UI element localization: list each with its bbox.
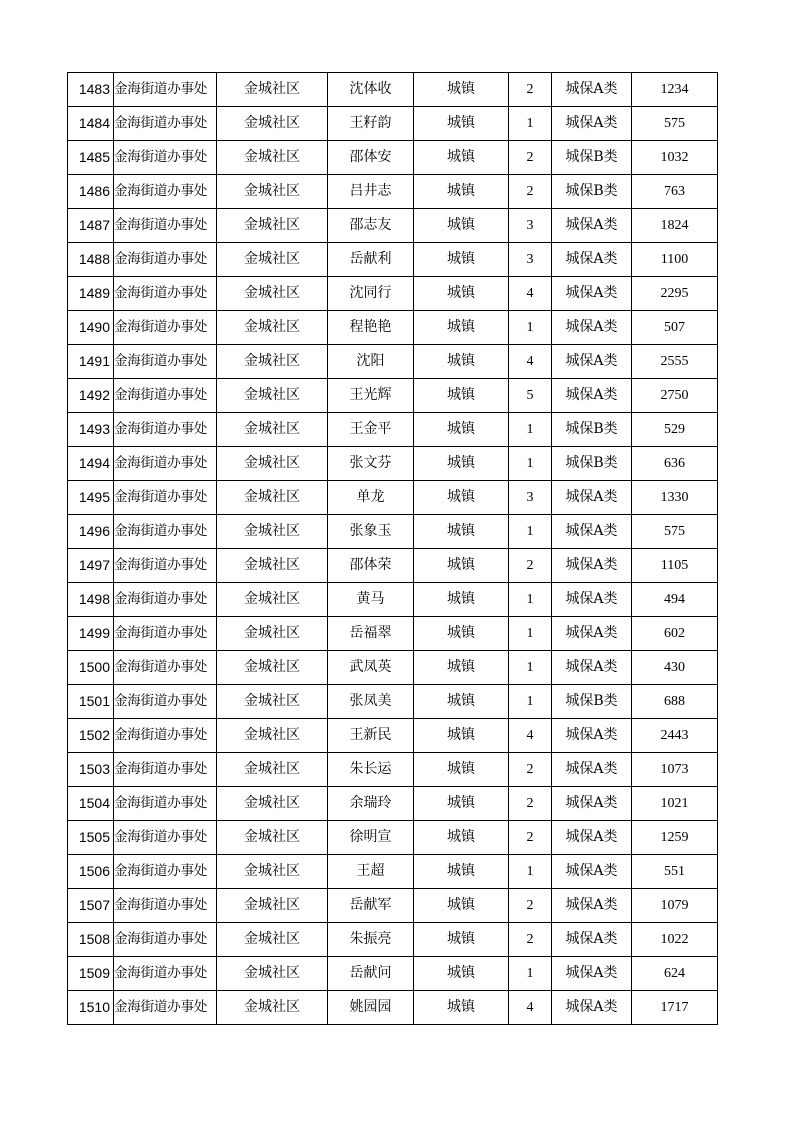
area-type-cell: 城镇 — [414, 107, 509, 141]
community-cell: 金城社区 — [217, 277, 328, 311]
office-cell: 金海街道办事处 — [114, 209, 217, 243]
table-row — [68, 923, 718, 957]
office-cell: 金海街道办事处 — [114, 991, 217, 1025]
area-type-cell: 城镇 — [414, 379, 509, 413]
person-name-cell: 邵体荣 — [328, 549, 414, 583]
office-cell: 金海街道办事处 — [114, 651, 217, 685]
household-size-cell: 1 — [509, 957, 552, 991]
office-cell: 金海街道办事处 — [114, 141, 217, 175]
office-cell: 金海街道办事处 — [114, 583, 217, 617]
records-table — [67, 72, 718, 1025]
amount-cell: 1234 — [632, 73, 718, 107]
community-cell: 金城社区 — [217, 175, 328, 209]
person-name-cell: 沈同行 — [328, 277, 414, 311]
row-number-cell: 1498 — [68, 583, 114, 617]
area-type-cell: 城镇 — [414, 277, 509, 311]
table-row — [68, 447, 718, 481]
office-cell: 金海街道办事处 — [114, 515, 217, 549]
insurance-category-cell: 城保A类 — [552, 379, 632, 413]
row-number-cell: 1489 — [68, 277, 114, 311]
table-row — [68, 651, 718, 685]
area-type-cell: 城镇 — [414, 617, 509, 651]
row-number-cell: 1505 — [68, 821, 114, 855]
person-name-cell: 岳献利 — [328, 243, 414, 277]
amount-cell: 2555 — [632, 345, 718, 379]
area-type-cell: 城镇 — [414, 685, 509, 719]
records-body — [68, 73, 718, 1025]
row-number-cell: 1507 — [68, 889, 114, 923]
area-type-cell: 城镇 — [414, 141, 509, 175]
household-size-cell: 1 — [509, 311, 552, 345]
amount-cell: 1824 — [632, 209, 718, 243]
table-row — [68, 617, 718, 651]
amount-cell: 1330 — [632, 481, 718, 515]
community-cell: 金城社区 — [217, 651, 328, 685]
insurance-category-cell: 城保A类 — [552, 345, 632, 379]
row-number-cell: 1484 — [68, 107, 114, 141]
area-type-cell: 城镇 — [414, 889, 509, 923]
person-name-cell: 邵志友 — [328, 209, 414, 243]
table-row — [68, 277, 718, 311]
amount-cell: 1032 — [632, 141, 718, 175]
area-type-cell: 城镇 — [414, 413, 509, 447]
area-type-cell: 城镇 — [414, 311, 509, 345]
table-row — [68, 209, 718, 243]
community-cell: 金城社区 — [217, 549, 328, 583]
person-name-cell: 王新民 — [328, 719, 414, 753]
community-cell: 金城社区 — [217, 243, 328, 277]
area-type-cell: 城镇 — [414, 787, 509, 821]
area-type-cell: 城镇 — [414, 753, 509, 787]
person-name-cell: 岳献军 — [328, 889, 414, 923]
row-number-cell: 1499 — [68, 617, 114, 651]
community-cell: 金城社区 — [217, 855, 328, 889]
person-name-cell: 姚园园 — [328, 991, 414, 1025]
office-cell: 金海街道办事处 — [114, 821, 217, 855]
person-name-cell: 单龙 — [328, 481, 414, 515]
table-row — [68, 889, 718, 923]
area-type-cell: 城镇 — [414, 515, 509, 549]
household-size-cell: 2 — [509, 175, 552, 209]
amount-cell: 2750 — [632, 379, 718, 413]
area-type-cell: 城镇 — [414, 991, 509, 1025]
row-number-cell: 1491 — [68, 345, 114, 379]
community-cell: 金城社区 — [217, 73, 328, 107]
office-cell: 金海街道办事处 — [114, 379, 217, 413]
insurance-category-cell: 城保A类 — [552, 753, 632, 787]
row-number-cell: 1486 — [68, 175, 114, 209]
table-row — [68, 957, 718, 991]
insurance-category-cell: 城保A类 — [552, 651, 632, 685]
table-row — [68, 821, 718, 855]
insurance-category-cell: 城保B类 — [552, 447, 632, 481]
office-cell: 金海街道办事处 — [114, 855, 217, 889]
person-name-cell: 张象玉 — [328, 515, 414, 549]
community-cell: 金城社区 — [217, 379, 328, 413]
amount-cell: 551 — [632, 855, 718, 889]
person-name-cell: 武凤英 — [328, 651, 414, 685]
amount-cell: 624 — [632, 957, 718, 991]
insurance-category-cell: 城保A类 — [552, 243, 632, 277]
person-name-cell: 沈体收 — [328, 73, 414, 107]
person-name-cell: 吕井志 — [328, 175, 414, 209]
community-cell: 金城社区 — [217, 719, 328, 753]
household-size-cell: 2 — [509, 753, 552, 787]
row-number-cell: 1506 — [68, 855, 114, 889]
row-number-cell: 1485 — [68, 141, 114, 175]
insurance-category-cell: 城保A类 — [552, 889, 632, 923]
table-row — [68, 685, 718, 719]
table-row — [68, 73, 718, 107]
community-cell: 金城社区 — [217, 889, 328, 923]
household-size-cell: 4 — [509, 277, 552, 311]
area-type-cell: 城镇 — [414, 447, 509, 481]
area-type-cell: 城镇 — [414, 175, 509, 209]
office-cell: 金海街道办事处 — [114, 889, 217, 923]
household-size-cell: 4 — [509, 345, 552, 379]
community-cell: 金城社区 — [217, 787, 328, 821]
insurance-category-cell: 城保A类 — [552, 617, 632, 651]
insurance-category-cell: 城保A类 — [552, 311, 632, 345]
office-cell: 金海街道办事处 — [114, 719, 217, 753]
amount-cell: 494 — [632, 583, 718, 617]
household-size-cell: 1 — [509, 583, 552, 617]
household-size-cell: 1 — [509, 413, 552, 447]
household-size-cell: 2 — [509, 141, 552, 175]
table-row — [68, 107, 718, 141]
person-name-cell: 邵体安 — [328, 141, 414, 175]
table-row — [68, 243, 718, 277]
office-cell: 金海街道办事处 — [114, 753, 217, 787]
table-row — [68, 753, 718, 787]
area-type-cell: 城镇 — [414, 481, 509, 515]
amount-cell: 1259 — [632, 821, 718, 855]
insurance-category-cell: 城保A类 — [552, 209, 632, 243]
amount-cell: 575 — [632, 107, 718, 141]
row-number-cell: 1510 — [68, 991, 114, 1025]
amount-cell: 507 — [632, 311, 718, 345]
household-size-cell: 1 — [509, 685, 552, 719]
insurance-category-cell: 城保A类 — [552, 481, 632, 515]
community-cell: 金城社区 — [217, 345, 328, 379]
amount-cell: 1717 — [632, 991, 718, 1025]
table-row — [68, 413, 718, 447]
office-cell: 金海街道办事处 — [114, 73, 217, 107]
row-number-cell: 1500 — [68, 651, 114, 685]
area-type-cell: 城镇 — [414, 549, 509, 583]
table-row — [68, 719, 718, 753]
insurance-category-cell: 城保A类 — [552, 277, 632, 311]
row-number-cell: 1494 — [68, 447, 114, 481]
area-type-cell: 城镇 — [414, 923, 509, 957]
area-type-cell: 城镇 — [414, 243, 509, 277]
row-number-cell: 1509 — [68, 957, 114, 991]
office-cell: 金海街道办事处 — [114, 175, 217, 209]
table-row — [68, 481, 718, 515]
person-name-cell: 黄马 — [328, 583, 414, 617]
household-size-cell: 1 — [509, 515, 552, 549]
person-name-cell: 张文芬 — [328, 447, 414, 481]
amount-cell: 636 — [632, 447, 718, 481]
amount-cell: 430 — [632, 651, 718, 685]
amount-cell: 763 — [632, 175, 718, 209]
person-name-cell: 徐明宣 — [328, 821, 414, 855]
amount-cell: 602 — [632, 617, 718, 651]
insurance-category-cell: 城保B类 — [552, 685, 632, 719]
row-number-cell: 1490 — [68, 311, 114, 345]
amount-cell: 2295 — [632, 277, 718, 311]
area-type-cell: 城镇 — [414, 73, 509, 107]
insurance-category-cell: 城保A类 — [552, 923, 632, 957]
amount-cell: 688 — [632, 685, 718, 719]
community-cell: 金城社区 — [217, 107, 328, 141]
household-size-cell: 5 — [509, 379, 552, 413]
row-number-cell: 1501 — [68, 685, 114, 719]
community-cell: 金城社区 — [217, 311, 328, 345]
person-name-cell: 张凤美 — [328, 685, 414, 719]
household-size-cell: 3 — [509, 243, 552, 277]
household-size-cell: 2 — [509, 787, 552, 821]
amount-cell: 1100 — [632, 243, 718, 277]
amount-cell: 2443 — [632, 719, 718, 753]
community-cell: 金城社区 — [217, 447, 328, 481]
insurance-category-cell: 城保A类 — [552, 991, 632, 1025]
area-type-cell: 城镇 — [414, 719, 509, 753]
row-number-cell: 1493 — [68, 413, 114, 447]
household-size-cell: 2 — [509, 73, 552, 107]
person-name-cell: 余瑞玲 — [328, 787, 414, 821]
community-cell: 金城社区 — [217, 583, 328, 617]
community-cell: 金城社区 — [217, 685, 328, 719]
household-size-cell: 1 — [509, 651, 552, 685]
office-cell: 金海街道办事处 — [114, 413, 217, 447]
office-cell: 金海街道办事处 — [114, 923, 217, 957]
person-name-cell: 朱长运 — [328, 753, 414, 787]
person-name-cell: 岳福翠 — [328, 617, 414, 651]
office-cell: 金海街道办事处 — [114, 617, 217, 651]
row-number-cell: 1504 — [68, 787, 114, 821]
office-cell: 金海街道办事处 — [114, 345, 217, 379]
insurance-category-cell: 城保A类 — [552, 719, 632, 753]
row-number-cell: 1483 — [68, 73, 114, 107]
area-type-cell: 城镇 — [414, 821, 509, 855]
insurance-category-cell: 城保A类 — [552, 107, 632, 141]
person-name-cell: 王光辉 — [328, 379, 414, 413]
row-number-cell: 1497 — [68, 549, 114, 583]
table-row — [68, 549, 718, 583]
person-name-cell: 沈阳 — [328, 345, 414, 379]
insurance-category-cell: 城保B类 — [552, 141, 632, 175]
table-row — [68, 175, 718, 209]
insurance-category-cell: 城保A类 — [552, 957, 632, 991]
insurance-category-cell: 城保A类 — [552, 787, 632, 821]
amount-cell: 1021 — [632, 787, 718, 821]
row-number-cell: 1508 — [68, 923, 114, 957]
row-number-cell: 1487 — [68, 209, 114, 243]
community-cell: 金城社区 — [217, 821, 328, 855]
row-number-cell: 1502 — [68, 719, 114, 753]
person-name-cell: 程艳艳 — [328, 311, 414, 345]
community-cell: 金城社区 — [217, 991, 328, 1025]
insurance-category-cell: 城保B类 — [552, 413, 632, 447]
insurance-category-cell: 城保B类 — [552, 175, 632, 209]
community-cell: 金城社区 — [217, 481, 328, 515]
person-name-cell: 王超 — [328, 855, 414, 889]
community-cell: 金城社区 — [217, 141, 328, 175]
community-cell: 金城社区 — [217, 209, 328, 243]
office-cell: 金海街道办事处 — [114, 787, 217, 821]
household-size-cell: 1 — [509, 447, 552, 481]
amount-cell: 575 — [632, 515, 718, 549]
amount-cell: 1073 — [632, 753, 718, 787]
insurance-category-cell: 城保A类 — [552, 73, 632, 107]
table-row — [68, 311, 718, 345]
area-type-cell: 城镇 — [414, 957, 509, 991]
amount-cell: 1022 — [632, 923, 718, 957]
person-name-cell: 岳献问 — [328, 957, 414, 991]
community-cell: 金城社区 — [217, 413, 328, 447]
table-row — [68, 991, 718, 1025]
office-cell: 金海街道办事处 — [114, 311, 217, 345]
household-size-cell: 2 — [509, 821, 552, 855]
row-number-cell: 1496 — [68, 515, 114, 549]
row-number-cell: 1495 — [68, 481, 114, 515]
insurance-category-cell: 城保A类 — [552, 549, 632, 583]
area-type-cell: 城镇 — [414, 855, 509, 889]
insurance-category-cell: 城保A类 — [552, 821, 632, 855]
household-size-cell: 2 — [509, 549, 552, 583]
office-cell: 金海街道办事处 — [114, 243, 217, 277]
household-size-cell: 2 — [509, 889, 552, 923]
office-cell: 金海街道办事处 — [114, 277, 217, 311]
office-cell: 金海街道办事处 — [114, 957, 217, 991]
office-cell: 金海街道办事处 — [114, 481, 217, 515]
community-cell: 金城社区 — [217, 617, 328, 651]
area-type-cell: 城镇 — [414, 583, 509, 617]
area-type-cell: 城镇 — [414, 345, 509, 379]
community-cell: 金城社区 — [217, 923, 328, 957]
row-number-cell: 1492 — [68, 379, 114, 413]
person-name-cell: 王籽韵 — [328, 107, 414, 141]
community-cell: 金城社区 — [217, 957, 328, 991]
community-cell: 金城社区 — [217, 753, 328, 787]
table-row — [68, 855, 718, 889]
row-number-cell: 1503 — [68, 753, 114, 787]
table-row — [68, 379, 718, 413]
table-row — [68, 515, 718, 549]
household-size-cell: 1 — [509, 617, 552, 651]
area-type-cell: 城镇 — [414, 209, 509, 243]
insurance-category-cell: 城保A类 — [552, 583, 632, 617]
office-cell: 金海街道办事处 — [114, 447, 217, 481]
table-row — [68, 583, 718, 617]
office-cell: 金海街道办事处 — [114, 685, 217, 719]
table-row — [68, 787, 718, 821]
table-row — [68, 141, 718, 175]
amount-cell: 1105 — [632, 549, 718, 583]
table-row — [68, 345, 718, 379]
insurance-category-cell: 城保A类 — [552, 515, 632, 549]
amount-cell: 1079 — [632, 889, 718, 923]
person-name-cell: 王金平 — [328, 413, 414, 447]
household-size-cell: 1 — [509, 855, 552, 889]
amount-cell: 529 — [632, 413, 718, 447]
row-number-cell: 1488 — [68, 243, 114, 277]
household-size-cell: 4 — [509, 991, 552, 1025]
household-size-cell: 3 — [509, 481, 552, 515]
area-type-cell: 城镇 — [414, 651, 509, 685]
household-size-cell: 2 — [509, 923, 552, 957]
insurance-category-cell: 城保A类 — [552, 855, 632, 889]
household-size-cell: 1 — [509, 107, 552, 141]
household-size-cell: 4 — [509, 719, 552, 753]
household-size-cell: 3 — [509, 209, 552, 243]
office-cell: 金海街道办事处 — [114, 549, 217, 583]
office-cell: 金海街道办事处 — [114, 107, 217, 141]
community-cell: 金城社区 — [217, 515, 328, 549]
person-name-cell: 朱振亮 — [328, 923, 414, 957]
